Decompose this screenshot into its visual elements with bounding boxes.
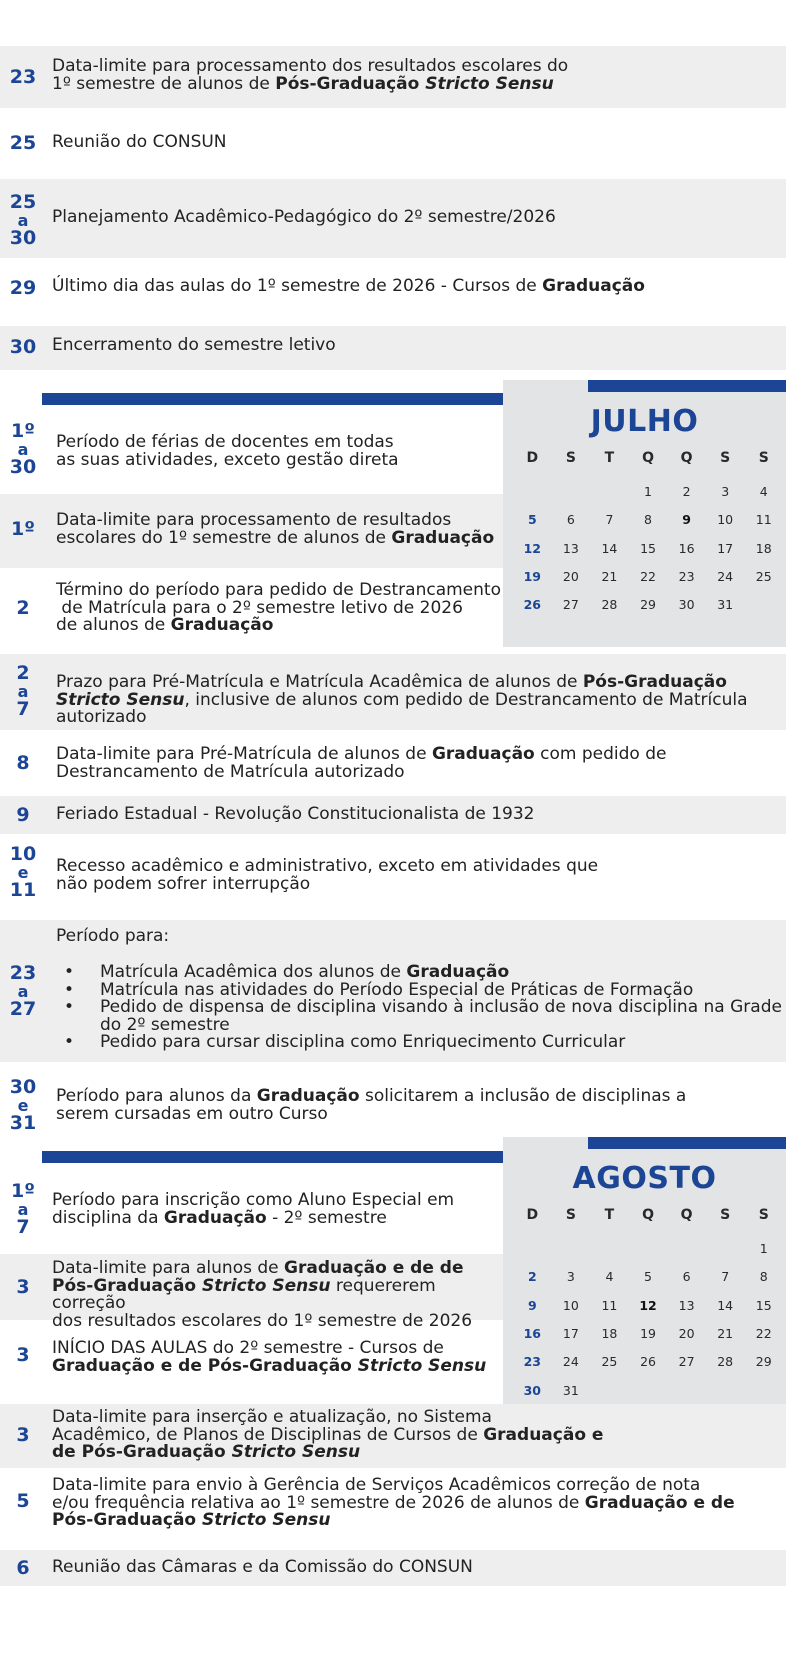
event-text: Data-limite para Pré-Matrícula de alunos de Graduação com pedido de Destrancamento de Matrícula autorizado <box>56 744 667 782</box>
calendar-day: 19 <box>640 1325 656 1341</box>
calendar-day: 20 <box>562 568 579 584</box>
event-text: Período para: <box>56 926 170 946</box>
weekday-label: Q <box>642 1207 654 1223</box>
calendar-day: 29 <box>755 1354 772 1370</box>
bullet-list <box>56 964 782 1052</box>
calendar-day: 13 <box>678 1297 695 1313</box>
event-day: 5 <box>16 1490 30 1512</box>
event-row <box>0 46 786 108</box>
event-text: Reunião das Câmaras e da Comissão do CONSUN <box>52 1557 473 1577</box>
calendar-day: 15 <box>755 1297 772 1313</box>
calendar-day: 10 <box>562 1297 579 1313</box>
event-text: Data-limite para inserção e atualização, no Sistema Acadêmico, de Planos de Disciplinas de Cursos de Graduação e de Pós-Graduação Stricto Sensu <box>52 1407 604 1463</box>
calendar-day: 20 <box>678 1325 695 1341</box>
event-row <box>0 920 786 1062</box>
calendar-day <box>590 1241 629 1256</box>
calendar-day <box>629 1241 668 1256</box>
calendar-day: 11 <box>601 1297 618 1313</box>
weekday-label: D <box>526 450 539 466</box>
calendar-day <box>667 1241 706 1256</box>
calendar-august <box>503 1137 786 1404</box>
calendar-day: 26 <box>640 1354 656 1370</box>
section-divider <box>42 1151 540 1163</box>
calendar-day: 30 <box>678 597 695 613</box>
calendar-day: 12 <box>523 540 541 556</box>
calendar-day: 21 <box>717 1325 734 1341</box>
event-text: Período para alunos da Graduação solicitarem a inclusão de disciplinas a serem cursadas em outro Curso <box>56 1086 687 1124</box>
event-text: Término do período para pedido de Destrancamento de Matrícula para o 2º semestre letivo de 2026 de alunos de Graduação <box>56 580 501 636</box>
calendar-day <box>629 1383 668 1398</box>
event-row <box>0 1320 503 1394</box>
event-day: 2 <box>16 597 30 619</box>
event-row <box>0 412 786 494</box>
event-text: Data-limite para alunos de Graduação e de de Pós-Graduação Stricto Sensu requererem correção dos resultados escolares do 1º semestre de 2026 <box>52 1258 473 1331</box>
calendar-day: 27 <box>678 1354 695 1370</box>
weekday-label: S <box>720 450 731 466</box>
calendar-week <box>513 1241 783 1256</box>
event-text: Data-limite para processamento dos resultados escolares do 1º semestre de alunos de Pós-Graduação Stricto Sensu <box>52 56 569 94</box>
calendar-week <box>513 1269 783 1284</box>
event-text: Feriado Estadual - Revolução Constitucionalista de 1932 <box>56 804 535 824</box>
weekday-label: Q <box>642 450 654 466</box>
bullet-item: • Pedido para cursar disciplina como Enriquecimento Curricular <box>56 1034 782 1052</box>
event-day: 29 <box>9 277 37 299</box>
calendar-day: 26 <box>523 597 541 613</box>
calendar-day: 6 <box>682 1269 691 1285</box>
event-row <box>0 179 786 258</box>
calendar-day <box>552 1241 591 1256</box>
event-row <box>0 326 786 370</box>
calendar-day: 3 <box>566 1269 575 1285</box>
event-day: 10 e 11 <box>9 843 37 901</box>
event-day: 23 a 27 <box>9 962 37 1020</box>
calendar-day: 23 <box>678 568 695 584</box>
calendar-day <box>513 1241 552 1256</box>
calendar-day: 31 <box>562 1382 579 1398</box>
weekday-label: T <box>604 450 615 466</box>
calendar-week <box>513 1298 783 1313</box>
bullet-item: • Matrícula nas atividades do Período Especial de Práticas de Formação <box>56 982 782 1000</box>
weekday-label: T <box>604 1207 615 1223</box>
calendar-day: 13 <box>562 540 579 556</box>
calendar-week <box>513 597 783 612</box>
event-text: Data-limite para envio à Gerência de Serviços Acadêmicos correção de nota e/ou frequência relativa ao 1º semestre de 2026 de alunos de Graduação e de Pós-Graduação Stricto Sensu <box>52 1475 735 1531</box>
weekday-label: S <box>720 1207 731 1223</box>
event-row <box>0 796 786 834</box>
calendar-week <box>513 1326 783 1341</box>
event-day: 6 <box>16 1557 30 1579</box>
calendar-day: 16 <box>523 1325 541 1341</box>
calendar-day: 21 <box>601 568 618 584</box>
event-row <box>0 1170 503 1254</box>
calendar-day: 27 <box>562 597 579 613</box>
event-text: Encerramento do semestre letivo <box>52 335 336 355</box>
weekday-label: S <box>758 450 769 466</box>
event-row <box>0 834 786 920</box>
event-day: 2 a 7 <box>16 662 30 720</box>
calendar-week <box>513 1354 783 1369</box>
event-text: Período para inscrição como Aluno Especial em disciplina da Graduação - 2º semestre <box>52 1190 455 1228</box>
weekday-label: S <box>565 450 576 466</box>
calendar-day: 28 <box>601 597 618 613</box>
calendar-day: 18 <box>601 1325 618 1341</box>
event-day: 9 <box>16 804 30 826</box>
event-text: INÍCIO DAS AULAS do 2º semestre - Cursos de Graduação e de Pós-Graduação Stricto Sensu <box>52 1338 487 1376</box>
calendar-day: 17 <box>562 1325 579 1341</box>
calendar-day: 24 <box>562 1354 579 1370</box>
calendar-day: 7 <box>721 1269 730 1285</box>
event-day: 25 a 30 <box>9 191 37 249</box>
calendar-day: 19 <box>523 568 541 584</box>
event-day: 23 <box>9 66 37 88</box>
calendar-week <box>513 512 783 527</box>
calendar-day: 5 <box>644 1269 652 1285</box>
event-row <box>0 108 786 154</box>
calendar-day: 3 <box>721 484 730 499</box>
event-day: 3 <box>16 1424 30 1446</box>
calendar-day <box>744 1383 783 1398</box>
calendar-day: 29 <box>640 597 656 613</box>
event-row <box>0 568 503 648</box>
event-day: 1º a 30 <box>9 420 37 478</box>
event-day: 1º <box>11 518 35 540</box>
calendar-day <box>744 597 783 612</box>
calendar-day: 7 <box>605 512 614 528</box>
event-row <box>0 1550 786 1586</box>
calendar-day: 28 <box>717 1354 734 1370</box>
calendar-day <box>590 1383 629 1398</box>
calendar-day: 14 <box>717 1297 734 1313</box>
event-row <box>0 258 786 315</box>
calendar-title: JULHO <box>590 404 699 439</box>
calendar-day: 11 <box>755 512 772 528</box>
calendar-day <box>706 1383 745 1398</box>
event-text: Último dia das aulas do 1º semestre de 2026 - Cursos de Graduação <box>52 276 645 296</box>
calendar-day: 9 <box>682 512 691 528</box>
bullet-item: • Pedido de dispensa de disciplina visando à inclusão de nova disciplina na Grade do 2º semestre <box>56 999 782 1034</box>
bullet-item: • Matrícula Acadêmica dos alunos de Graduação <box>56 964 782 982</box>
calendar-day: 6 <box>566 512 575 528</box>
calendar-day: 30 <box>523 1382 541 1398</box>
calendar-day: 4 <box>759 484 768 499</box>
calendar-day: 18 <box>755 540 772 556</box>
event-text: Recesso acadêmico e administrativo, exceto em atividades que não podem sofrer interrupção <box>56 856 599 894</box>
event-row <box>0 1468 786 1544</box>
event-row <box>0 494 503 568</box>
event-day: 8 <box>16 752 30 774</box>
calendar-title: AGOSTO <box>572 1161 717 1196</box>
calendar-day: 24 <box>717 568 734 584</box>
calendar-day: 15 <box>640 540 656 556</box>
event-day: 30 e 31 <box>9 1076 37 1134</box>
section-divider <box>42 393 540 405</box>
event-row <box>0 730 786 796</box>
weekday-label: Q <box>680 1207 693 1223</box>
calendar-week <box>513 541 783 556</box>
event-day: 25 <box>9 132 37 154</box>
calendar-day: 23 <box>523 1354 541 1370</box>
calendar-header-bar <box>588 380 786 392</box>
weekday-label: S <box>758 1207 769 1223</box>
calendar-day: 22 <box>755 1325 772 1341</box>
calendar-day: 2 <box>527 1269 537 1285</box>
calendar-day: 1 <box>644 484 652 499</box>
calendar-day: 8 <box>644 512 652 528</box>
calendar-day: 25 <box>601 1354 618 1370</box>
event-day: 3 <box>16 1276 30 1298</box>
event-row <box>0 1254 503 1331</box>
event-text: Planejamento Acadêmico-Pedagógico do 2º semestre/2026 <box>52 207 556 227</box>
calendar-header-bar <box>588 1137 786 1149</box>
calendar-week <box>513 569 783 584</box>
event-text: Data-limite para processamento de resultados escolares do 1º semestre de alunos de Graduação <box>56 510 495 548</box>
event-text: Prazo para Pré-Matrícula e Matrícula Acadêmica de alunos de Pós-Graduação Stricto Sensu, inclusive de alunos com pedido de Destrancamento de Matrícula autorizado <box>56 672 748 728</box>
calendar-day <box>706 1241 745 1256</box>
calendar-day: 9 <box>527 1297 537 1313</box>
event-row <box>0 654 786 730</box>
calendar-day: 17 <box>717 540 734 556</box>
calendar-day: 12 <box>639 1297 657 1313</box>
event-row <box>0 1404 786 1468</box>
weekday-label: S <box>565 1207 576 1223</box>
calendar-day: 31 <box>717 597 734 613</box>
calendar-day: 16 <box>678 540 695 556</box>
event-text: Reunião do CONSUN <box>52 132 227 152</box>
event-day: 3 <box>16 1344 30 1366</box>
calendar-weekdays <box>513 1207 783 1223</box>
calendar-day <box>667 1383 706 1398</box>
event-day: 30 <box>9 336 37 358</box>
calendar-week <box>513 1383 783 1398</box>
calendar-day: 22 <box>640 568 656 584</box>
calendar-day: 8 <box>759 1269 768 1285</box>
event-day: 1º a 7 <box>11 1180 35 1238</box>
calendar-day: 25 <box>755 568 772 584</box>
calendar-day: 4 <box>605 1269 614 1285</box>
event-text: Período de férias de docentes em todas as suas atividades, exceto gestão direta <box>56 432 399 470</box>
calendar-day: 2 <box>682 484 691 499</box>
weekday-label: D <box>526 1207 539 1223</box>
calendar-day: 5 <box>527 512 537 528</box>
calendar-day: 1 <box>759 1241 768 1256</box>
weekday-label: Q <box>680 450 693 466</box>
event-row <box>0 1062 786 1138</box>
calendar-day: 14 <box>601 540 618 556</box>
calendar-day: 10 <box>717 512 734 528</box>
